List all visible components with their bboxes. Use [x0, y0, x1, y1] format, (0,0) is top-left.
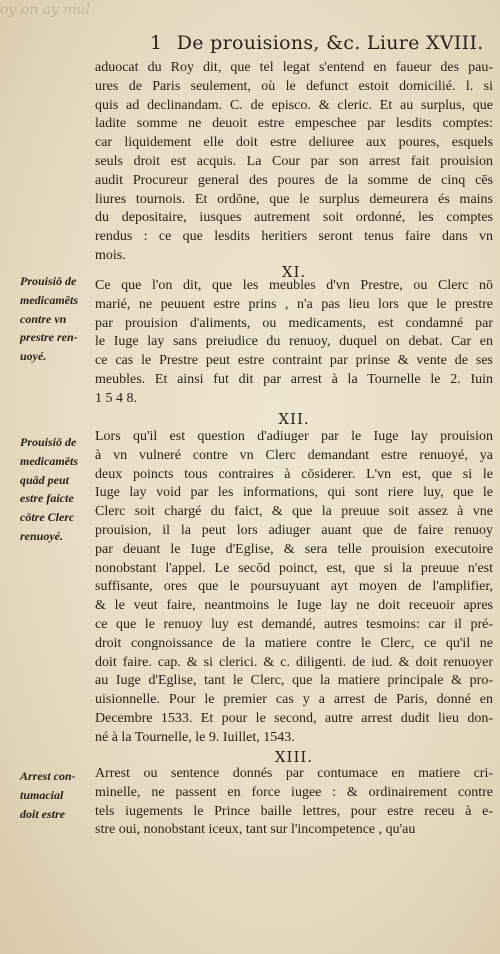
margin-note-line: Arrest con- — [20, 769, 76, 783]
text-line: ladite somme ne deuoit estre empeschee par lesdits comptes: — [95, 116, 493, 132]
text-line: suffisante, ores que le poursuyuant ayt moyen de l'amplifier, — [95, 579, 493, 595]
text-line: 1 5 4 8. — [95, 390, 137, 406]
margin-note-line: medicamēts — [20, 453, 78, 468]
text-line: audit Procureur general des poures de la somme de cinq cēs — [95, 172, 493, 188]
margin-note-line: doit estre — [20, 806, 65, 821]
text-line: meubles. Et ainsi fut dit par arrest à la Tournelle le 2. Iuin — [95, 371, 493, 387]
margin-note-line: cōtre Clerc — [20, 510, 75, 525]
text-line: aduocat du Roy dit, que tel legat s'entend en faueur des pau- — [95, 60, 493, 75]
text-line: par prouision d'aliments, ou medicaments, est condamné par — [95, 315, 493, 331]
section-numeral-xiii: XIII. — [274, 748, 314, 766]
text-line: ures de Paris seulement, où le defunct estoit domicilié. l. si — [95, 78, 493, 94]
text-line: ce que le renuoy luy est demandé, autres tesmoins: car il pré- — [95, 616, 493, 632]
margin-note-line: renuoyé. — [20, 528, 63, 543]
text-line: tels iugements le Prince baille lettres, pour estre receu à e- — [95, 803, 493, 819]
text-line: au Iuge d'Eglise, tant le Clerc, que la matiere principale & pro- — [95, 673, 493, 689]
section-xiii-text — [95, 765, 493, 840]
text-line: Lors qu'il est question d'adiuger par le Iuge lay prouision — [95, 429, 493, 444]
text-line: prouision, il la peut lors adiuger auant que de faire renuoy — [95, 522, 493, 538]
text-line: nonobstant l'appel. Le secōd poinct, est, que si la preuue n'est — [95, 560, 493, 576]
section-numeral-xi: XI. — [281, 263, 307, 281]
margin-note-line: contre vn — [20, 311, 67, 326]
margin-note-line: Prouisiō de — [20, 435, 77, 449]
text-line: seuls droit est acquis. La Cour par son arrest fait prouision — [95, 153, 493, 169]
text-line: uisionnelle. Pour le premier cas y a arrest de Paris, donné en — [95, 692, 493, 708]
text-line: Decembre 1533. Et pour le second, autre arrest dudit lieu don- — [95, 710, 493, 726]
section-xii-text — [95, 428, 493, 748]
text-line: quis ad declinandam. C. de episco. & cleric. Et au surplus, que — [95, 97, 493, 113]
margin-note-line: prestre ren- — [20, 330, 78, 345]
text-line: car liquidement elle doit estre deliuree aux poures, esquels — [95, 135, 493, 151]
text-line: Iuge lay void par les informations, qui sont riere luy, que le — [95, 485, 493, 501]
margin-note-line: medicamēts — [20, 292, 78, 307]
paragraph-continuation — [95, 59, 493, 266]
section-numeral-xii: XII. — [278, 410, 310, 428]
running-title: De prouisions, &c. Liure XVIII. — [176, 32, 484, 54]
text-line: minelle, ne passent en force iugee : & ordinairement contre — [95, 784, 493, 800]
margin-note-line: quād peut — [20, 472, 70, 487]
text-line: marié, ne peuuent estre prins , n'a pas lieu lors que le prestre — [95, 296, 493, 312]
text-line: mois. — [95, 247, 126, 263]
margin-note-xi — [20, 272, 98, 366]
text-line: Arrest ou sentence donnés par contumace en matiere cri- — [95, 766, 493, 781]
text-line: liures tournois. Et ordōne, que le surplus demeurera és mains — [95, 191, 493, 207]
text-line: Ce que l'on dit, que les meubles d'vn Prestre, ou Clerc nō — [95, 278, 493, 293]
text-line: droit congnoissance de la matiere contre le Clerc, ce qu'il ne — [95, 635, 493, 651]
text-line: par deuant le Iuge d'Eglise, & sera telle prouision executoire — [95, 541, 493, 557]
margin-note-xii — [20, 433, 98, 546]
text-line: stre oui, nonobstant iceux, tant sur l'incompetence , qu'au — [95, 822, 416, 838]
margin-note-line: tumacial — [20, 787, 64, 802]
section-xi-text — [95, 277, 493, 409]
text-line: deux poincts tous contraires à cōsiderer. L'vn est, que si le — [95, 466, 493, 482]
text-line: doit faire. cap. & si clerici. & c. diligenti. de iud. & doit renuoyer — [95, 654, 493, 670]
text-line: rendus : ce que lesdits heritiers seront tenus faire dans vn — [95, 229, 493, 245]
running-header — [150, 30, 484, 56]
margin-note-line: uoyé. — [20, 349, 47, 364]
text-line: le Iuge lay sans preiudice du renuoy, duquel on debat. Car en — [95, 334, 493, 350]
text-line: ce cas le Prestre peut estre contraint par prinse & vente de ses — [95, 353, 493, 369]
page-number: 1 — [150, 32, 163, 54]
text-line: à vn vulneré contre vn Clerc demandant estre renuoyé, ya — [95, 447, 493, 463]
bleed-through-text: oy on ay mul — [0, 2, 91, 18]
text-line: & le veut faire, neantmoins le Iuge lay ne doit receuoir apres — [95, 598, 493, 614]
margin-note-line: Prouisiō de — [20, 274, 77, 288]
margin-note-line: estre faicte — [20, 491, 74, 506]
text-line: du depositaire, iusques autrement soit ordonné, les comptes — [95, 210, 493, 226]
margin-note-xiii — [20, 767, 98, 823]
text-line: né à la Tournelle, le 9. Iuillet, 1543. — [95, 729, 295, 745]
text-line: Clerc soit chargé du faict, & que la preuue soit assez à vne — [95, 504, 493, 520]
